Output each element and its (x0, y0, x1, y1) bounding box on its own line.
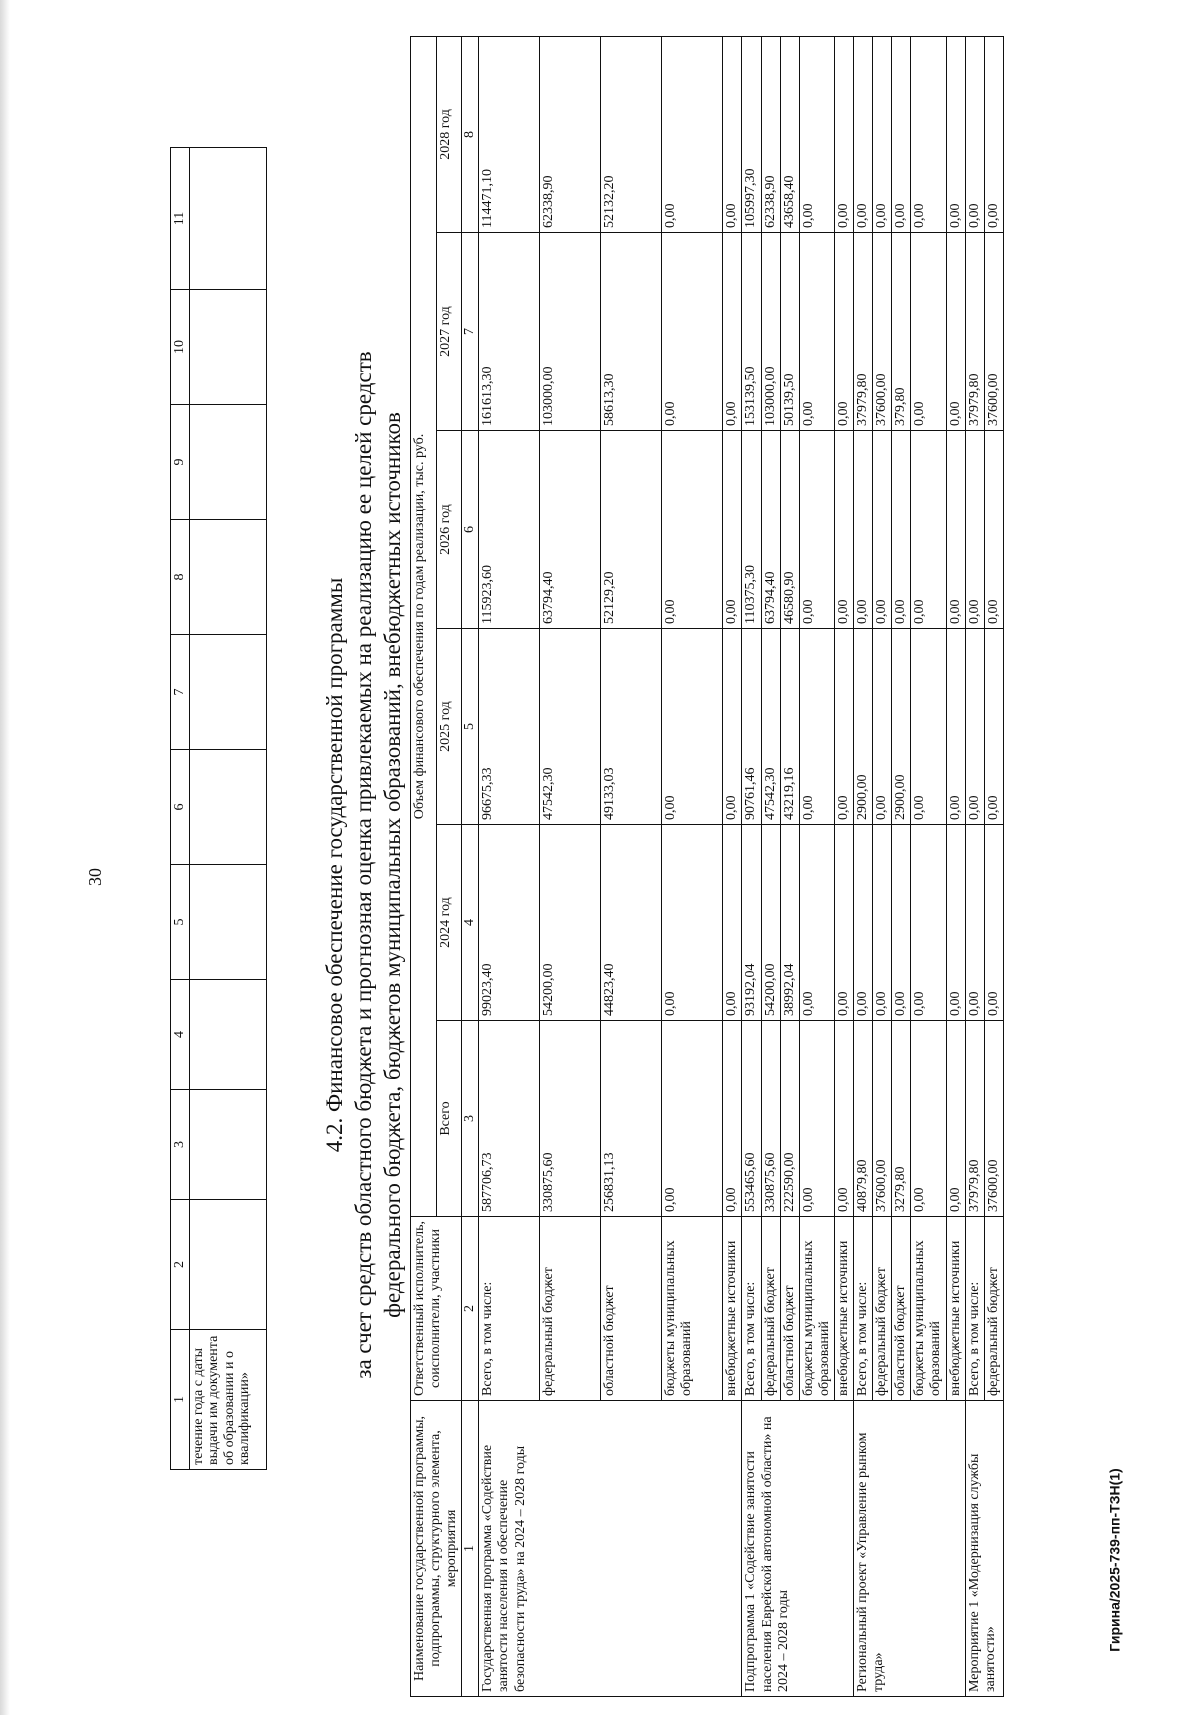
continued-col-header: 6 (171, 750, 190, 865)
amount-cell: 0,00 (965, 36, 984, 232)
amount-cell: 0,00 (946, 1021, 965, 1217)
amount-cell: 0,00 (946, 233, 965, 431)
amount-cell: 161613,30 (479, 233, 540, 431)
amount-cell: 0,00 (799, 629, 834, 825)
financing-table (410, 36, 1004, 1697)
amount-cell: 0,00 (799, 1021, 834, 1217)
amount-cell: 110375,30 (742, 431, 761, 629)
amount-cell: 0,00 (854, 36, 873, 232)
col-header-total: Всего (436, 1021, 462, 1217)
amount-cell: 58613,30 (601, 233, 662, 431)
amount-cell: 0,00 (854, 431, 873, 629)
amount-cell: 99023,40 (479, 825, 540, 1021)
funding-source: областной бюджет (780, 1217, 799, 1401)
financing-row (479, 36, 540, 1696)
col-header-name: Наименование государственной программы, подпрограммы, структурного элемента, мероприятия (411, 1401, 462, 1697)
amount-cell: 0,00 (946, 36, 965, 232)
amount-cell: 553465,60 (742, 1021, 761, 1217)
col-index: 5 (462, 629, 479, 825)
col-index: 2 (462, 1217, 479, 1401)
amount-cell: 0,00 (873, 431, 892, 629)
amount-cell: 0,00 (946, 629, 965, 825)
continued-table-header (171, 148, 190, 1470)
amount-cell: 114471,10 (479, 36, 540, 232)
amount-cell: 0,00 (834, 36, 853, 232)
funding-source: федеральный бюджет (873, 1217, 892, 1401)
amount-cell: 43658,40 (780, 36, 799, 232)
amount-cell: 115923,60 (479, 431, 540, 629)
amount-cell: 54200,00 (761, 825, 780, 1021)
funding-source: внебюджетные источники (946, 1217, 965, 1401)
funding-source: федеральный бюджет (984, 1217, 1003, 1401)
amount-cell: 0,00 (965, 825, 984, 1021)
amount-cell: 0,00 (662, 629, 723, 825)
amount-cell: 0,00 (946, 825, 965, 1021)
amount-cell: 47542,30 (761, 629, 780, 825)
amount-cell: 103000,00 (540, 233, 601, 431)
amount-cell: 52129,20 (601, 431, 662, 629)
amount-cell: 0,00 (892, 36, 911, 232)
amount-cell: 0,00 (723, 825, 742, 1021)
amount-cell: 222590,00 (780, 1021, 799, 1217)
amount-cell: 0,00 (873, 825, 892, 1021)
program-name: Государственная программа «Содействие занятости населения и обеспечение безопасности труда» на 2024 – 2028 годы (479, 1401, 742, 1697)
col-header-year: 2024 год (436, 825, 462, 1021)
continued-col-header: 3 (171, 1090, 190, 1200)
financing-row (854, 36, 873, 1696)
funding-source: федеральный бюджет (761, 1217, 780, 1401)
amount-cell: 96675,33 (479, 629, 540, 825)
amount-cell: 0,00 (911, 629, 946, 825)
financing-index-row (462, 36, 479, 1696)
amount-cell: 0,00 (984, 629, 1003, 825)
amount-cell: 0,00 (984, 825, 1003, 1021)
amount-cell: 0,00 (892, 825, 911, 1021)
col-index: 8 (462, 36, 479, 232)
funding-source: Всего, в том числе: (742, 1217, 761, 1401)
section-subtitle-line: за счет средств областного бюджета и прогнозная оценка привлекаемых на реализацию ее целей средств (351, 351, 376, 1379)
funding-source: бюджеты муниципальных образований (799, 1217, 834, 1401)
amount-cell: 587706,73 (479, 1021, 540, 1217)
amount-cell: 93192,04 (742, 825, 761, 1021)
amount-cell: 0,00 (911, 431, 946, 629)
amount-cell: 0,00 (662, 233, 723, 431)
amount-cell: 63794,40 (540, 431, 601, 629)
amount-cell: 0,00 (662, 36, 723, 232)
amount-cell: 330875,60 (761, 1021, 780, 1217)
amount-cell: 0,00 (854, 825, 873, 1021)
col-header-year: 2026 год (436, 431, 462, 629)
funding-source: бюджеты муниципальных образований (662, 1217, 723, 1401)
col-index: 1 (462, 1401, 479, 1697)
col-header-responsible: Ответственный исполнитель, соисполнители, участники (411, 1217, 462, 1401)
amount-cell: 43219,16 (780, 629, 799, 825)
amount-cell: 62338,90 (761, 36, 780, 232)
financing-row (742, 36, 761, 1696)
amount-cell: 0,00 (834, 431, 853, 629)
amount-cell: 37979,80 (965, 233, 984, 431)
amount-cell: 37600,00 (984, 1021, 1003, 1217)
funding-source: внебюджетные источники (834, 1217, 853, 1401)
amount-cell: 37979,80 (854, 233, 873, 431)
amount-cell: 0,00 (984, 431, 1003, 629)
continued-col-header: 5 (171, 865, 190, 980)
continued-col-header: 2 (171, 1200, 190, 1330)
continued-col-header: 1 (171, 1330, 190, 1470)
funding-source: федеральный бюджет (540, 1217, 601, 1401)
col-index: 3 (462, 1021, 479, 1217)
amount-cell: 0,00 (834, 233, 853, 431)
funding-source: областной бюджет (601, 1217, 662, 1401)
funding-source: областной бюджет (892, 1217, 911, 1401)
continued-col-header: 8 (171, 520, 190, 635)
page-number: 30 (84, 868, 105, 886)
amount-cell: 63794,40 (761, 431, 780, 629)
amount-cell: 330875,60 (540, 1021, 601, 1217)
amount-cell: 0,00 (911, 233, 946, 431)
amount-cell: 3279,80 (892, 1021, 911, 1217)
amount-cell: 37979,80 (965, 1021, 984, 1217)
amount-cell: 0,00 (834, 629, 853, 825)
continued-col-header: 10 (171, 290, 190, 405)
continued-col-header: 4 (171, 980, 190, 1090)
amount-cell: 103000,00 (761, 233, 780, 431)
amount-cell: 0,00 (662, 1021, 723, 1217)
amount-cell: 0,00 (799, 233, 834, 431)
funding-source: Всего, в том числе: (854, 1217, 873, 1401)
amount-cell: 0,00 (834, 825, 853, 1021)
activity-name: Мероприятие 1 «Модернизация службы занятости» (965, 1401, 1003, 1697)
amount-cell: 0,00 (873, 629, 892, 825)
col-index: 7 (462, 233, 479, 431)
section-subtitle-line: федерального бюджета, бюджетов муниципальных образований, внебюджетных источников (380, 412, 405, 1318)
financing-row (965, 36, 984, 1696)
amount-cell: 0,00 (873, 36, 892, 232)
amount-cell: 0,00 (723, 36, 742, 232)
col-header-year: 2028 год (436, 36, 462, 232)
continued-table (170, 147, 267, 1470)
funding-source: внебюджетные источники (723, 1217, 742, 1401)
amount-cell: 0,00 (834, 1021, 853, 1217)
amount-cell: 0,00 (965, 431, 984, 629)
amount-cell: 0,00 (662, 825, 723, 1021)
amount-cell: 0,00 (911, 36, 946, 232)
amount-cell: 379,80 (892, 233, 911, 431)
amount-cell: 50139,50 (780, 233, 799, 431)
amount-cell: 54200,00 (540, 825, 601, 1021)
section-heading (320, 215, 407, 1515)
regional-project-name: Региональный проект «Управление рынком труда» (854, 1401, 966, 1697)
amount-cell: 0,00 (723, 233, 742, 431)
amount-cell: 153139,50 (742, 233, 761, 431)
document-code: Гирина/2025-739-пп-ТЗН(1) (1107, 1468, 1123, 1652)
amount-cell: 90761,46 (742, 629, 761, 825)
col-header-volume: Объем финансового обеспечения по годам реализации, тыс. руб. (411, 36, 437, 1216)
amount-cell: 46580,90 (780, 431, 799, 629)
amount-cell: 38992,04 (780, 825, 799, 1021)
amount-cell: 0,00 (984, 36, 1003, 232)
amount-cell: 37600,00 (873, 1021, 892, 1217)
amount-cell: 47542,30 (540, 629, 601, 825)
col-header-year: 2025 год (436, 629, 462, 825)
continued-col-header: 9 (171, 405, 190, 520)
amount-cell: 49133,03 (601, 629, 662, 825)
amount-cell: 0,00 (662, 431, 723, 629)
amount-cell: 0,00 (723, 629, 742, 825)
amount-cell: 44823,40 (601, 825, 662, 1021)
continued-row-text: течение года с даты выдачи им документа об образовании и о квалификации» (190, 1330, 267, 1470)
amount-cell: 0,00 (892, 431, 911, 629)
amount-cell: 0,00 (911, 825, 946, 1021)
continued-table-row (190, 148, 267, 1470)
amount-cell: 256831,13 (601, 1021, 662, 1217)
col-index: 4 (462, 825, 479, 1021)
amount-cell: 0,00 (723, 431, 742, 629)
continued-col-header: 11 (171, 148, 190, 290)
amount-cell: 2900,00 (892, 629, 911, 825)
amount-cell: 0,00 (723, 1021, 742, 1217)
amount-cell: 0,00 (799, 431, 834, 629)
amount-cell: 37600,00 (873, 233, 892, 431)
amount-cell: 2900,00 (854, 629, 873, 825)
amount-cell: 37600,00 (984, 233, 1003, 431)
amount-cell: 0,00 (965, 629, 984, 825)
amount-cell: 62338,90 (540, 36, 601, 232)
financing-header-row (411, 36, 437, 1696)
subprogram-name: Подпрограмма 1 «Содействие занятости населения Еврейской автономной области» на 2024 – 2028 годы (742, 1401, 854, 1697)
amount-cell: 0,00 (911, 1021, 946, 1217)
col-header-year: 2027 год (436, 233, 462, 431)
amount-cell: 105997,30 (742, 36, 761, 232)
amount-cell: 0,00 (799, 825, 834, 1021)
amount-cell: 0,00 (799, 36, 834, 232)
col-index: 6 (462, 431, 479, 629)
funding-source: Всего, в том числе: (479, 1217, 540, 1401)
funding-source: Всего, в том числе: (965, 1217, 984, 1401)
continued-col-header: 7 (171, 635, 190, 750)
funding-source: бюджеты муниципальных образований (911, 1217, 946, 1401)
section-title: 4.2. Финансовое обеспечение государственной программы (322, 577, 347, 1153)
amount-cell: 52132,20 (601, 36, 662, 232)
amount-cell: 40879,80 (854, 1021, 873, 1217)
amount-cell: 0,00 (946, 431, 965, 629)
